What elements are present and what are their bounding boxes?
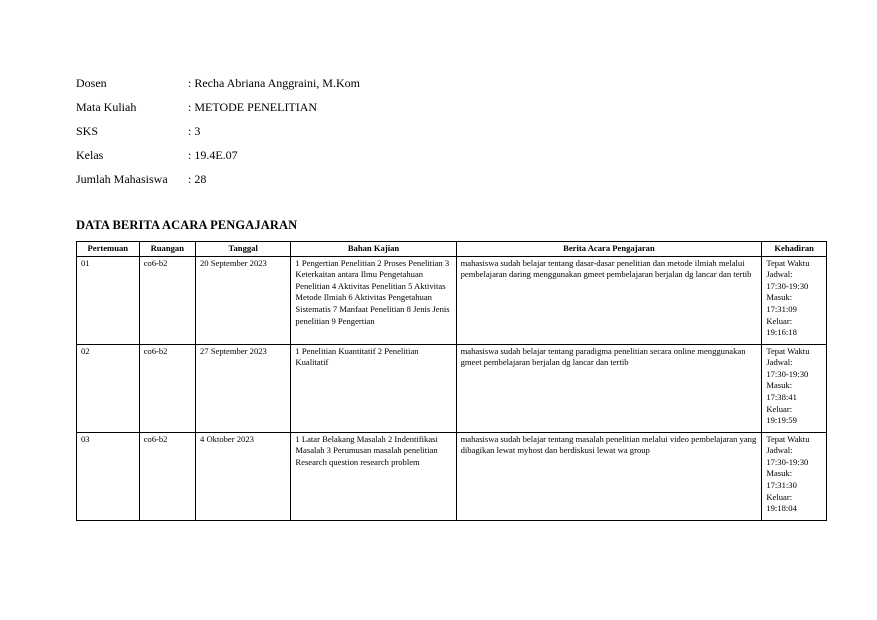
kehadiran-keluar: 19:18:04 bbox=[766, 503, 797, 514]
cell-bahan-kajian: 1 Latar Belakang Masalah 2 Indentifikasi Masalah 3 Perumusan masalah penelitian Research question research problem bbox=[291, 432, 456, 520]
cell-pertemuan: 03 bbox=[77, 432, 140, 520]
table-header-row bbox=[77, 242, 827, 257]
kehadiran-jadwal-label: Jadwal: bbox=[766, 357, 793, 368]
cell-bahan-kajian: 1 Penelitian Kuantitatif 2 Penelitian Kualitatif bbox=[291, 344, 456, 432]
teaching-record-table bbox=[76, 241, 827, 521]
cell-tanggal: 20 September 2023 bbox=[196, 256, 291, 344]
kehadiran-masuk: 17:31:30 bbox=[766, 479, 797, 490]
kehadiran-masuk-label: Masuk: bbox=[766, 380, 793, 391]
course-info bbox=[76, 76, 576, 196]
kehadiran-masuk: 17:38:41 bbox=[766, 391, 797, 402]
info-row-sks bbox=[76, 124, 576, 148]
cell-berita-acara: mahasiswa sudah belajar tentang paradigma penelitian secara online menggunakan gmeet pembelajaran berjalan dg lancar dan tertib bbox=[456, 344, 762, 432]
info-value: : Recha Abriana Anggraini, M.Kom bbox=[188, 76, 360, 90]
info-row-dosen bbox=[76, 76, 576, 100]
table-row bbox=[77, 432, 827, 520]
cell-berita-acara: mahasiswa sudah belajar tentang masalah penelitian melalui video pembelajaran yang dibagikan lewat myhost dan berdiskusi lewat wa group bbox=[456, 432, 762, 520]
table-row bbox=[77, 256, 827, 344]
kehadiran-keluar-label: Keluar: bbox=[766, 403, 793, 414]
kehadiran-masuk: 17:31:09 bbox=[766, 303, 797, 314]
kehadiran-keluar-label: Keluar: bbox=[766, 491, 793, 502]
info-value: : 28 bbox=[188, 172, 207, 186]
header-bahan-kajian: Bahan Kajian bbox=[291, 242, 456, 257]
cell-kehadiran bbox=[762, 432, 827, 520]
kehadiran-jadwal-label: Jadwal: bbox=[766, 269, 793, 280]
kehadiran-status: Tepat Waktu bbox=[766, 433, 810, 444]
kehadiran-keluar: 19:16:18 bbox=[766, 327, 797, 338]
info-label: Dosen bbox=[76, 76, 107, 90]
kehadiran-jadwal: 17:30-19:30 bbox=[766, 280, 809, 291]
cell-pertemuan: 02 bbox=[77, 344, 140, 432]
header-berita-acara: Berita Acara Pengajaran bbox=[456, 242, 762, 257]
info-row-jumlah-mahasiswa bbox=[76, 172, 576, 196]
kehadiran-masuk-label: Masuk: bbox=[766, 292, 793, 303]
header-pertemuan: Pertemuan bbox=[77, 242, 140, 257]
info-value: : 19.4E.07 bbox=[188, 148, 238, 162]
info-label: Jumlah Mahasiswa bbox=[76, 172, 168, 186]
info-label: Kelas bbox=[76, 148, 104, 162]
kehadiran-status: Tepat Waktu bbox=[766, 345, 810, 356]
kehadiran-keluar: 19:19:59 bbox=[766, 415, 797, 426]
cell-kehadiran bbox=[762, 344, 827, 432]
section-heading: DATA BERITA ACARA PENGAJARAN bbox=[76, 218, 298, 232]
cell-berita-acara: mahasiswa sudah belajar tentang dasar-dasar penelitian dan metode ilmiah melalui pembelajaran daring menggunakan gmeet pembelajaran berjalan dg lancar dan tertib bbox=[456, 256, 762, 344]
cell-pertemuan: 01 bbox=[77, 256, 140, 344]
cell-tanggal: 27 September 2023 bbox=[196, 344, 291, 432]
cell-ruangan: co6-b2 bbox=[139, 344, 195, 432]
info-label: SKS bbox=[76, 124, 99, 138]
info-label: Mata Kuliah bbox=[76, 100, 137, 114]
info-value: : METODE PENELITIAN bbox=[188, 100, 318, 114]
kehadiran-masuk-label: Masuk: bbox=[766, 468, 793, 479]
cell-ruangan: co6-b2 bbox=[139, 432, 195, 520]
cell-tanggal: 4 Oktober 2023 bbox=[196, 432, 291, 520]
header-ruangan: Ruangan bbox=[139, 242, 195, 257]
kehadiran-status: Tepat Waktu bbox=[766, 257, 810, 268]
cell-bahan-kajian: 1 Pengertian Penelitian 2 Proses Penelitian 3 Keterkaitan antara Ilmu Pengetahuan Penelitian 4 Aktivitas Penelitian 5 Aktivitas Metode Ilmiah 6 Aktivitas Pengetahuan Sistematis 7 Manfaat Penelitian 8 Jenis Jenis penelitian 9 Pengertian bbox=[291, 256, 456, 344]
table-row bbox=[77, 344, 827, 432]
kehadiran-keluar-label: Keluar: bbox=[766, 315, 793, 326]
info-value: : 3 bbox=[188, 124, 201, 138]
info-row-kelas bbox=[76, 148, 576, 172]
header-kehadiran: Kehadiran bbox=[762, 242, 827, 257]
cell-kehadiran bbox=[762, 256, 827, 344]
kehadiran-jadwal: 17:30-19:30 bbox=[766, 456, 809, 467]
kehadiran-jadwal: 17:30-19:30 bbox=[766, 368, 809, 379]
info-row-mata-kuliah bbox=[76, 100, 576, 124]
header-tanggal: Tanggal bbox=[196, 242, 291, 257]
kehadiran-jadwal-label: Jadwal: bbox=[766, 445, 793, 456]
cell-ruangan: co6-b2 bbox=[139, 256, 195, 344]
